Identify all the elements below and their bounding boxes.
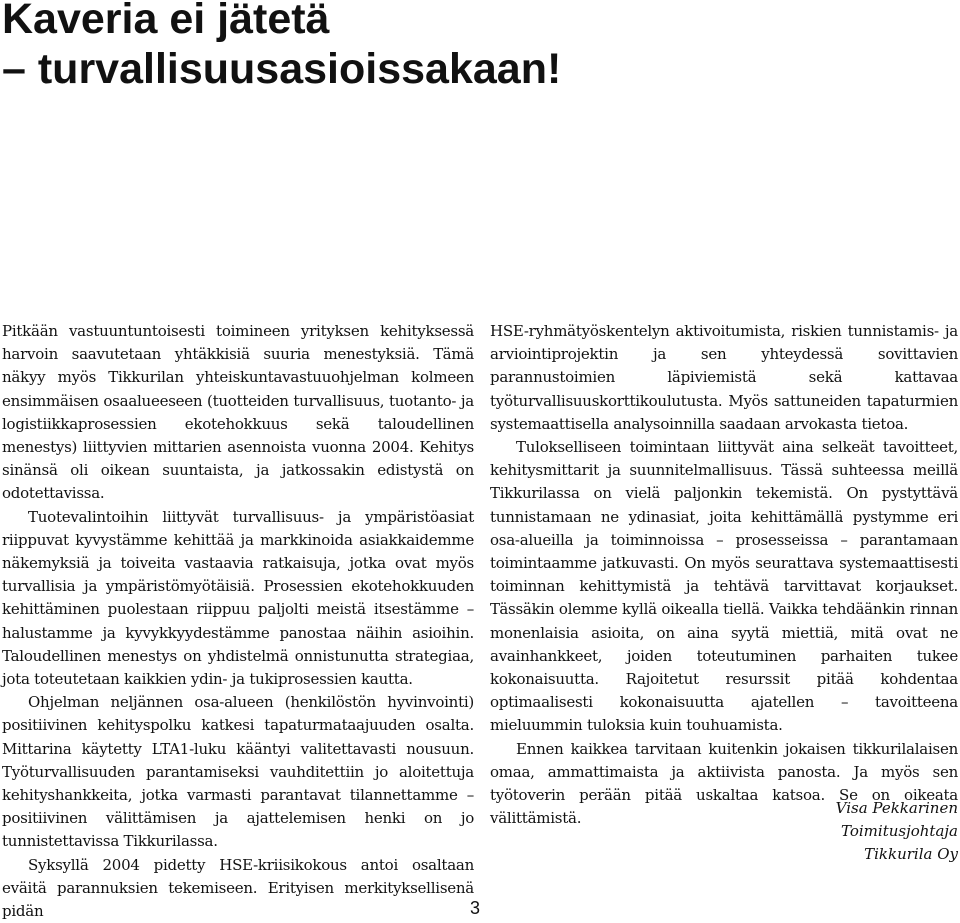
left-column — [2, 320, 474, 923]
left-paragraph-3: Ohjelman neljännen osa-alueen (henkilöstön hyvinvointi) positiivinen kehityspolku katkesi tapaturmataajuuden osalta. Mittarina käytetty LTA1-luku kääntyi valitettavasti nousuun. Työturvallisuuden parantamiseksi vauhditettiin jo aloitettuja kehityshankkeita, jotka varmasti parantavat tilannettamme – positiivinen välittämisen ja ajattelemisen henki on jo tunnistettavissa Tikkurilassa. — [2, 693, 474, 851]
article-title-line-1: Kaveria ei jätetä — [2, 0, 330, 43]
right-paragraph-1: HSE-ryhmätyöskentelyn aktivoitumista, riskien tunnistamis- ja arviointiprojektin ja sen yhteydessä sovittavien parannustoimien läpiviemistä sekä kattavaa työturvallisuuskorttikoulutusta. Myös sattuneiden tapaturmien systemaattisella analysoinnilla saadaan arvokasta tietoa. — [490, 322, 958, 433]
left-paragraph-4: Syksyllä 2004 pidetty HSE-kriisikokous antoi osaltaan eväitä parannuksien tekemiseen. Erityisen merkityksellisenä pidän — [2, 855, 474, 921]
left-paragraph-2: Tuotevalintoihin liittyvät turvallisuus- ja ympäristöasiat riippuvat kyvystämme kehittää ja markkinoida asiakkaidemme näkemyksiä ja toiveita vastaavia ratkaisuja, jotka ovat myös turvallisia ja ympäristömyötäisiä. Prosessien ekotehokkuuden kehittäminen puolestaan riippuu paljolti meistä itsestämme – halustamme ja kyvykkyydestämme panostaa näihin asioihin. Taloudellinen menestys on yhdistelmä onnistunutta strategiaa, jota toteutetaan kaikkien ydin- ja tukiprosessien kautta. — [2, 507, 474, 689]
left-paragraph-1: Pitkään vastuuntuntoisesti toimineen yrityksen kehityksessä harvoin saavutetaan yhtäkkisiä suuria menestyksiä. Tämä näkyy myös Tikkurilan yhteiskuntavastuuohjelman kolmeen ensimmäisen osaalueeseen (tuotteiden turvallisuus, tuotanto- ja logistiikkaprosessien ekotehokkuus sekä taloudellinen menestys) liittyvien mittarien asennoista vuonna 2004. Kehitys sinänsä oli oikean suuntaista, ja jatkossakin edistystä on odotettavissa. — [2, 322, 474, 503]
right-column — [490, 320, 958, 830]
signature-role: Toimitusjohtaja — [841, 822, 958, 840]
article-title-line-2: – turvallisuusasioissakaan! — [2, 45, 562, 93]
signature-block — [836, 797, 958, 866]
signature-company: Tikkurila Oy — [864, 845, 958, 863]
signature-name: Visa Pekkarinen — [835, 799, 958, 817]
right-paragraph-3: Ennen kaikkea tarvitaan kuitenkin jokaisen tikkurilalaisen omaa, ammattimaista ja aktiivista panosta. Ja myös sen työtoverin perään pitää uskaltaa katsoa. Se on oikeata välittämistä. — [490, 739, 958, 828]
right-paragraph-2: Tulokselliseen toimintaan liittyvät aina selkeät tavoitteet, kehitysmittarit ja suunnitelmallisuus. Tässä suhteessa meillä Tikkurilassa on vielä paljonkin tekemistä. On pystyttävä tunnistamaan ne ydinasiat, joita kehittämällä pystymme eri osa-alueilla ja toiminnoissa – prosesseissa – parantamaan toimintaamme jatkuvasti. On myös seurattava systemaattisesti toiminnan kehittymistä ja tehtävä tarvittavat korjaukset. Tässäkin olemme kyllä oikealla tiellä. Vaikka tehdäänkin rinnan monenlaisia asioita, on aina syytä miettiä, mitä ovat ne avainhankkeet, joiden toteutuminen parhaiten tukee kokonaisuutta. Rajoitetut resurssit pitää kohdentaa optimaalisesti kokonaisuutta ajatellen – tavoitteena mieluummin tuloksia kuin touhuamista. — [490, 438, 958, 735]
article-title — [2, 0, 942, 94]
page-number: 3 — [470, 898, 481, 918]
